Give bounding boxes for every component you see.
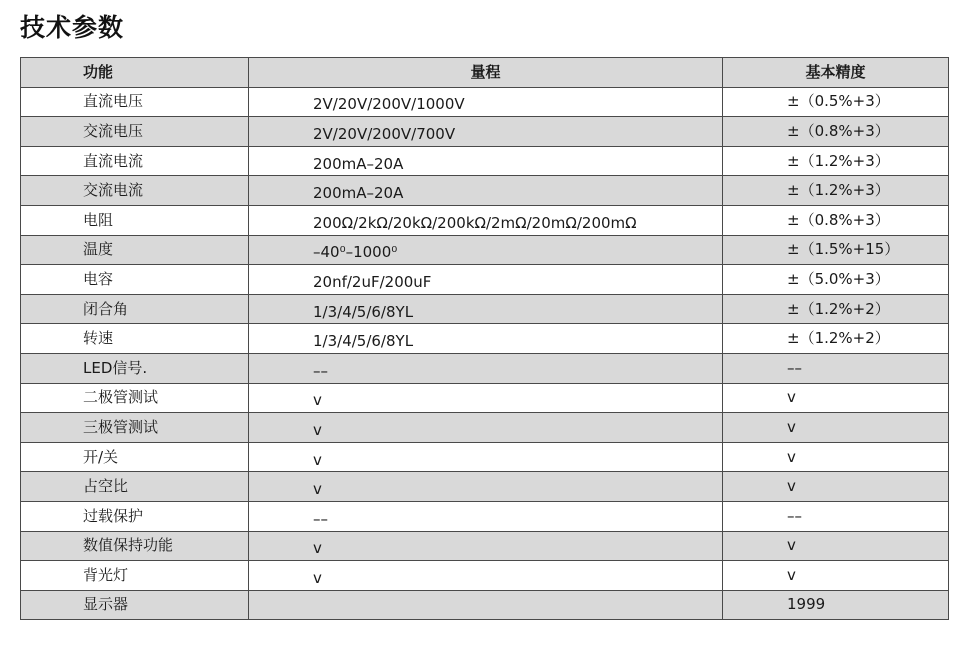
function-cell: 二极管测试 (21, 383, 249, 413)
table-row (21, 590, 949, 620)
range-value: v (313, 568, 322, 587)
function-cell: 占空比 (21, 472, 249, 502)
range-value: 1/3/4/5/6/8YL (313, 302, 414, 321)
range-value: v (313, 420, 322, 439)
accuracy-cell: –– (723, 353, 949, 383)
range-value: v (313, 391, 322, 410)
function-cell: 开/关 (21, 442, 249, 472)
table-row (21, 176, 949, 206)
range-value: 200mA–20A (313, 184, 404, 203)
accuracy-cell: v (723, 442, 949, 472)
function-cell: 转速 (21, 324, 249, 354)
range-cell (249, 176, 723, 206)
range-cell (249, 205, 723, 235)
accuracy-cell: –– (723, 501, 949, 531)
range-value: 1/3/4/5/6/8YL (313, 332, 414, 351)
range-cell (249, 117, 723, 147)
range-cell (249, 531, 723, 561)
table-row (21, 501, 949, 531)
range-value: 2V/20V/200V/700V (313, 124, 456, 143)
accuracy-cell: v (723, 531, 949, 561)
accuracy-cell: ±（1.2%+2） (723, 294, 949, 324)
table-row (21, 561, 949, 591)
table-body (21, 87, 949, 620)
range-cell (249, 294, 723, 324)
accuracy-cell: 1999 (723, 590, 949, 620)
accuracy-cell: ±（1.2%+2） (723, 324, 949, 354)
accuracy-cell: ±（1.5%+15） (723, 235, 949, 265)
accuracy-cell: v (723, 383, 949, 413)
function-cell: 过载保护 (21, 501, 249, 531)
range-value: v (313, 539, 322, 558)
accuracy-cell: ±（0.5%+3） (723, 87, 949, 117)
range-cell (249, 265, 723, 295)
accuracy-cell: ±（5.0%+3） (723, 265, 949, 295)
function-cell: 电阻 (21, 205, 249, 235)
range-value: v (313, 480, 322, 499)
range-value: v (313, 450, 322, 469)
function-cell: 背光灯 (21, 561, 249, 591)
table-row (21, 324, 949, 354)
table-row (21, 442, 949, 472)
range-cell (249, 324, 723, 354)
accuracy-cell: ±（0.8%+3） (723, 117, 949, 147)
range-cell (249, 442, 723, 472)
accuracy-cell: v (723, 561, 949, 591)
range-value: 200mA–20A (313, 154, 404, 173)
range-cell (249, 501, 723, 531)
table-row (21, 205, 949, 235)
header-range: 量程 (249, 58, 723, 88)
table-row (21, 117, 949, 147)
function-cell: 交流电压 (21, 117, 249, 147)
range-cell (249, 561, 723, 591)
range-cell (249, 235, 723, 265)
function-cell: 闭合角 (21, 294, 249, 324)
range-value: –40⁰–1000⁰ (313, 243, 398, 262)
range-value: –– (313, 509, 328, 528)
range-value: –– (313, 361, 328, 380)
header-accuracy: 基本精度 (723, 58, 949, 88)
table-row (21, 383, 949, 413)
table-header-row (21, 58, 949, 88)
function-cell: 直流电流 (21, 146, 249, 176)
range-cell (249, 413, 723, 443)
function-cell: 数值保持功能 (21, 531, 249, 561)
table-row (21, 413, 949, 443)
accuracy-cell: ±（0.8%+3） (723, 205, 949, 235)
function-cell: 显示器 (21, 590, 249, 620)
function-cell: 温度 (21, 235, 249, 265)
range-cell (249, 146, 723, 176)
range-cell (249, 87, 723, 117)
accuracy-cell: ±（1.2%+3） (723, 176, 949, 206)
function-cell: 直流电压 (21, 87, 249, 117)
header-function: 功能 (21, 58, 249, 88)
table-row (21, 146, 949, 176)
range-cell (249, 353, 723, 383)
range-value: 2V/20V/200V/1000V (313, 95, 465, 114)
spec-table (20, 57, 949, 620)
function-cell: LED信号. (21, 353, 249, 383)
page-title: 技术参数 (20, 13, 125, 42)
function-cell: 三极管测试 (21, 413, 249, 443)
range-cell (249, 383, 723, 413)
function-cell: 交流电流 (21, 176, 249, 206)
accuracy-cell: v (723, 413, 949, 443)
range-cell (249, 590, 723, 620)
range-value: 200Ω/2kΩ/20kΩ/200kΩ/2mΩ/20mΩ/200mΩ (313, 213, 637, 232)
range-cell (249, 472, 723, 502)
function-cell: 电容 (21, 265, 249, 295)
table-row (21, 353, 949, 383)
table-row (21, 87, 949, 117)
table-row (21, 531, 949, 561)
accuracy-cell: ±（1.2%+3） (723, 146, 949, 176)
accuracy-cell: v (723, 472, 949, 502)
table-row (21, 472, 949, 502)
table-row (21, 235, 949, 265)
table-row (21, 265, 949, 295)
range-value: 20nf/2uF/200uF (313, 272, 432, 291)
table-row (21, 294, 949, 324)
